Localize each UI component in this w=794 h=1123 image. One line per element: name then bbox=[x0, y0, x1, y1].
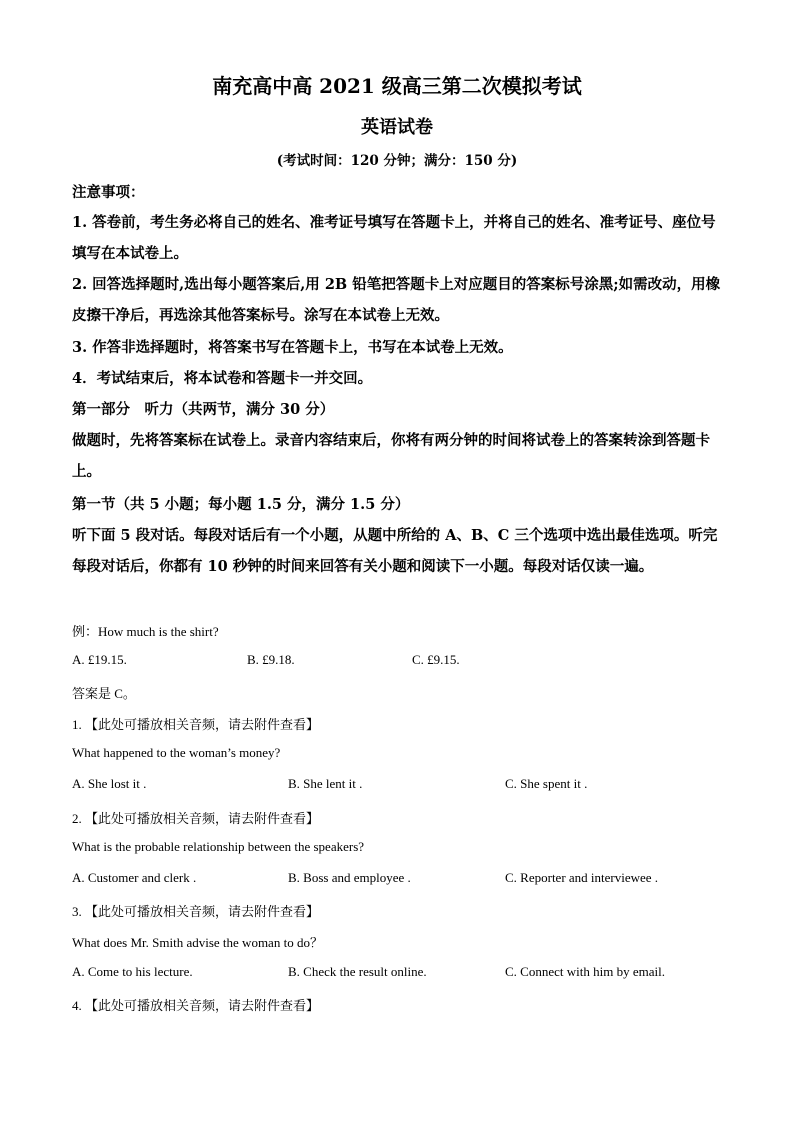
exam-info: (考试时间：120 分钟；满分：150 分) bbox=[276, 153, 518, 169]
q1-audio: 1. 【此处可播放相关音频，请去附件查看】 bbox=[72, 717, 320, 732]
q3-option-b: B. Check the result online. bbox=[288, 964, 427, 979]
q3-audio: 3. 【此处可播放相关音频，请去附件查看】 bbox=[72, 904, 320, 919]
notes-heading: 注意事项： bbox=[72, 184, 145, 201]
q2-option-b: B. Boss and employee . bbox=[288, 870, 411, 885]
note-item-4: 4．考试结束后，将本试卷和答题卡一并交回。 bbox=[72, 370, 373, 387]
part1-heading: 第一部分 听力（共两节，满分 30 分） bbox=[72, 401, 335, 418]
q1-question: What happened to the woman’s money? bbox=[72, 745, 281, 760]
q2-option-a: A. Customer and clerk . bbox=[72, 870, 197, 885]
note-item-2: 2. 回答选择题时,选出每小题答案后,用 2B 铅笔把答题卡上对应题目的答案标号涂黑;如需改动，用橡皮擦干净后，再选涂其他答案标号。涂写在本试卷上无效。 bbox=[72, 276, 721, 324]
example-option-b: B. £9.18. bbox=[247, 652, 295, 667]
example-option-c: C. £9.15. bbox=[412, 652, 460, 667]
subject-title: 英语试卷 bbox=[361, 117, 433, 138]
note-item-3: 3. 作答非选择题时，将答案书写在答题卡上，书写在本试卷上无效。 bbox=[72, 339, 513, 356]
example-option-a: A. £19.15. bbox=[72, 652, 127, 667]
q1-option-a: A. She lost it . bbox=[72, 776, 147, 791]
q2-option-c: C. Reporter and interviewee . bbox=[505, 870, 659, 885]
part1-instruction: 做题时，先将答案标在试卷上。录音内容结束后，你将有两分钟的时间将试卷上的答案转涂到答题卡上。 bbox=[72, 432, 710, 480]
q1-option-c: C. She spent it . bbox=[505, 776, 588, 791]
q2-question: What is the probable relationship between the speakers? bbox=[72, 839, 365, 854]
exam-title: 南充高中高 2021 级高三第二次模拟考试 bbox=[212, 74, 582, 98]
example-answer: 答案是 C。 bbox=[72, 686, 136, 701]
q3-option-a: A. Come to his lecture. bbox=[72, 964, 193, 979]
example-question: 例：How much is the shirt? bbox=[72, 624, 219, 639]
q1-option-b: B. She lent it . bbox=[288, 776, 363, 791]
section1-instruction: 听下面 5 段对话。每段对话后有一个小题，从题中所给的 A、B、C 三个选项中选出最佳选项。听完每段对话后，你都有 10 秒钟的时间来回答有关小题和阅读下一小题。每段对话仅读一遍。 bbox=[72, 527, 718, 575]
q4-audio: 4. 【此处可播放相关音频，请去附件查看】 bbox=[72, 998, 320, 1013]
q3-option-c: C. Connect with him by email. bbox=[505, 964, 665, 979]
note-item-1: 1. 答卷前，考生务必将自己的姓名、准考证号填写在答题卡上，并将自己的姓名、准考证号、座位号填写在本试卷上。 bbox=[72, 214, 716, 262]
section1-heading: 第一节（共 5 小题；每小题 1.5 分，满分 1.5 分） bbox=[72, 496, 410, 513]
q3-question: What does Mr. Smith advise the woman to do？ bbox=[72, 935, 323, 950]
q2-audio: 2. 【此处可播放相关音频，请去附件查看】 bbox=[72, 811, 320, 826]
